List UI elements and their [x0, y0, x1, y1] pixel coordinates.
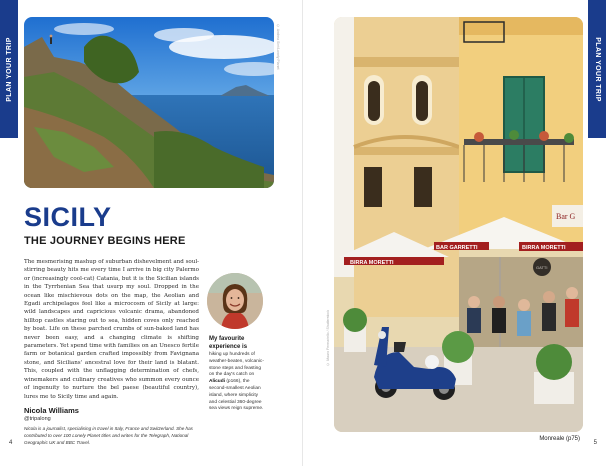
author-portrait-icon	[207, 273, 263, 329]
author-name: Nicola Williams	[24, 406, 79, 415]
author-avatar	[207, 273, 263, 329]
aeolian-islands-illustration	[24, 17, 274, 188]
aeolian-islands-photo	[24, 17, 274, 188]
page-title: SICILY	[24, 202, 112, 232]
monreale-photo-credit: © Mauro Fermariello / Shutterstock	[326, 310, 330, 366]
favourite-experience-text	[209, 352, 267, 413]
favourite-text-end: (p166), the second-smallest Aeolian island, where simplicity and celestial 360-degree sea views reign supreme.	[209, 379, 264, 412]
bar-garretti-sign: BAR GARRETTI	[436, 245, 478, 251]
monreale-photo	[334, 17, 583, 432]
intro-paragraph: The mesmerising mashup of suburban dishevelment and soul-stirring beauty hits me every time I arrive in big city Palermo or (increasingly cool-cat) Catania, but it is the Sicilian islands in the Tyrrhenian Sea that usurp my soul. Dropped in the ocean like mischievous dots on the map, the Aeolian and Egadi archipelagos feel like a microcosm of Sicily at large: wild landscapes and capricious volcanic drama, abandoned hilltop castles staring out to sea, hidden coves only reached by boat. Life on these parched crumbs of sun-baked land has never been easy, and a changing climate is shifting parameters. Yet spend time with families on an Unesco fertile farm or botanical garden crafted impossibly from Favignana stone, and Sicilians' ancestral love for their land is blatant. This, coupled with the unflagging determination of chefs, winemakers and culinary creatives who summon every ounce of ingenuity to nurture the bel paese (beautiful country), lures me to Sicily time and again.	[24, 259, 199, 400]
gatti-round-sign: GATTI	[536, 265, 548, 270]
plan-your-trip-tab-right[interactable]	[588, 0, 606, 138]
umbrella-left-sign: BIRRA MORETTI	[350, 260, 394, 266]
favourite-place-link[interactable]: Alicudi	[209, 379, 225, 385]
bar-panel-sign: Bar G	[556, 212, 576, 221]
plan-your-trip-tab-right-label: PLAN YOUR TRIP	[593, 36, 601, 102]
monreale-photo-caption: Monreale (p75)	[539, 436, 580, 442]
favourite-experience-title: My favourite experience is	[209, 336, 248, 350]
birra-moretti-sign: BIRRA MORETTI	[522, 245, 566, 251]
plan-your-trip-tab[interactable]	[0, 0, 18, 138]
plan-your-trip-tab-label: PLAN YOUR TRIP	[5, 36, 13, 102]
favourite-text-start: hiking up hundreds of weather-beaten, volcanic-stone steps and feasting on the day's catch on	[209, 352, 264, 378]
page-number-right: 5	[593, 440, 597, 446]
aeolian-photo-credit: © Andrea Sirri/Lonely Planet	[276, 24, 280, 70]
author-handle[interactable]: @tripalong	[24, 416, 51, 422]
page-subtitle: THE JOURNEY BEGINS HERE	[24, 235, 186, 247]
author-bio: Nicola is a journalist, specialising in travel in Italy, France and Switzerland. She has contributed to over 100 Lonely Planet titles and writes for the Telegraph, National Geographic UK and BBC Travel.	[24, 426, 193, 445]
monreale-illustration	[334, 17, 583, 432]
page-number-left: 4	[9, 440, 13, 446]
